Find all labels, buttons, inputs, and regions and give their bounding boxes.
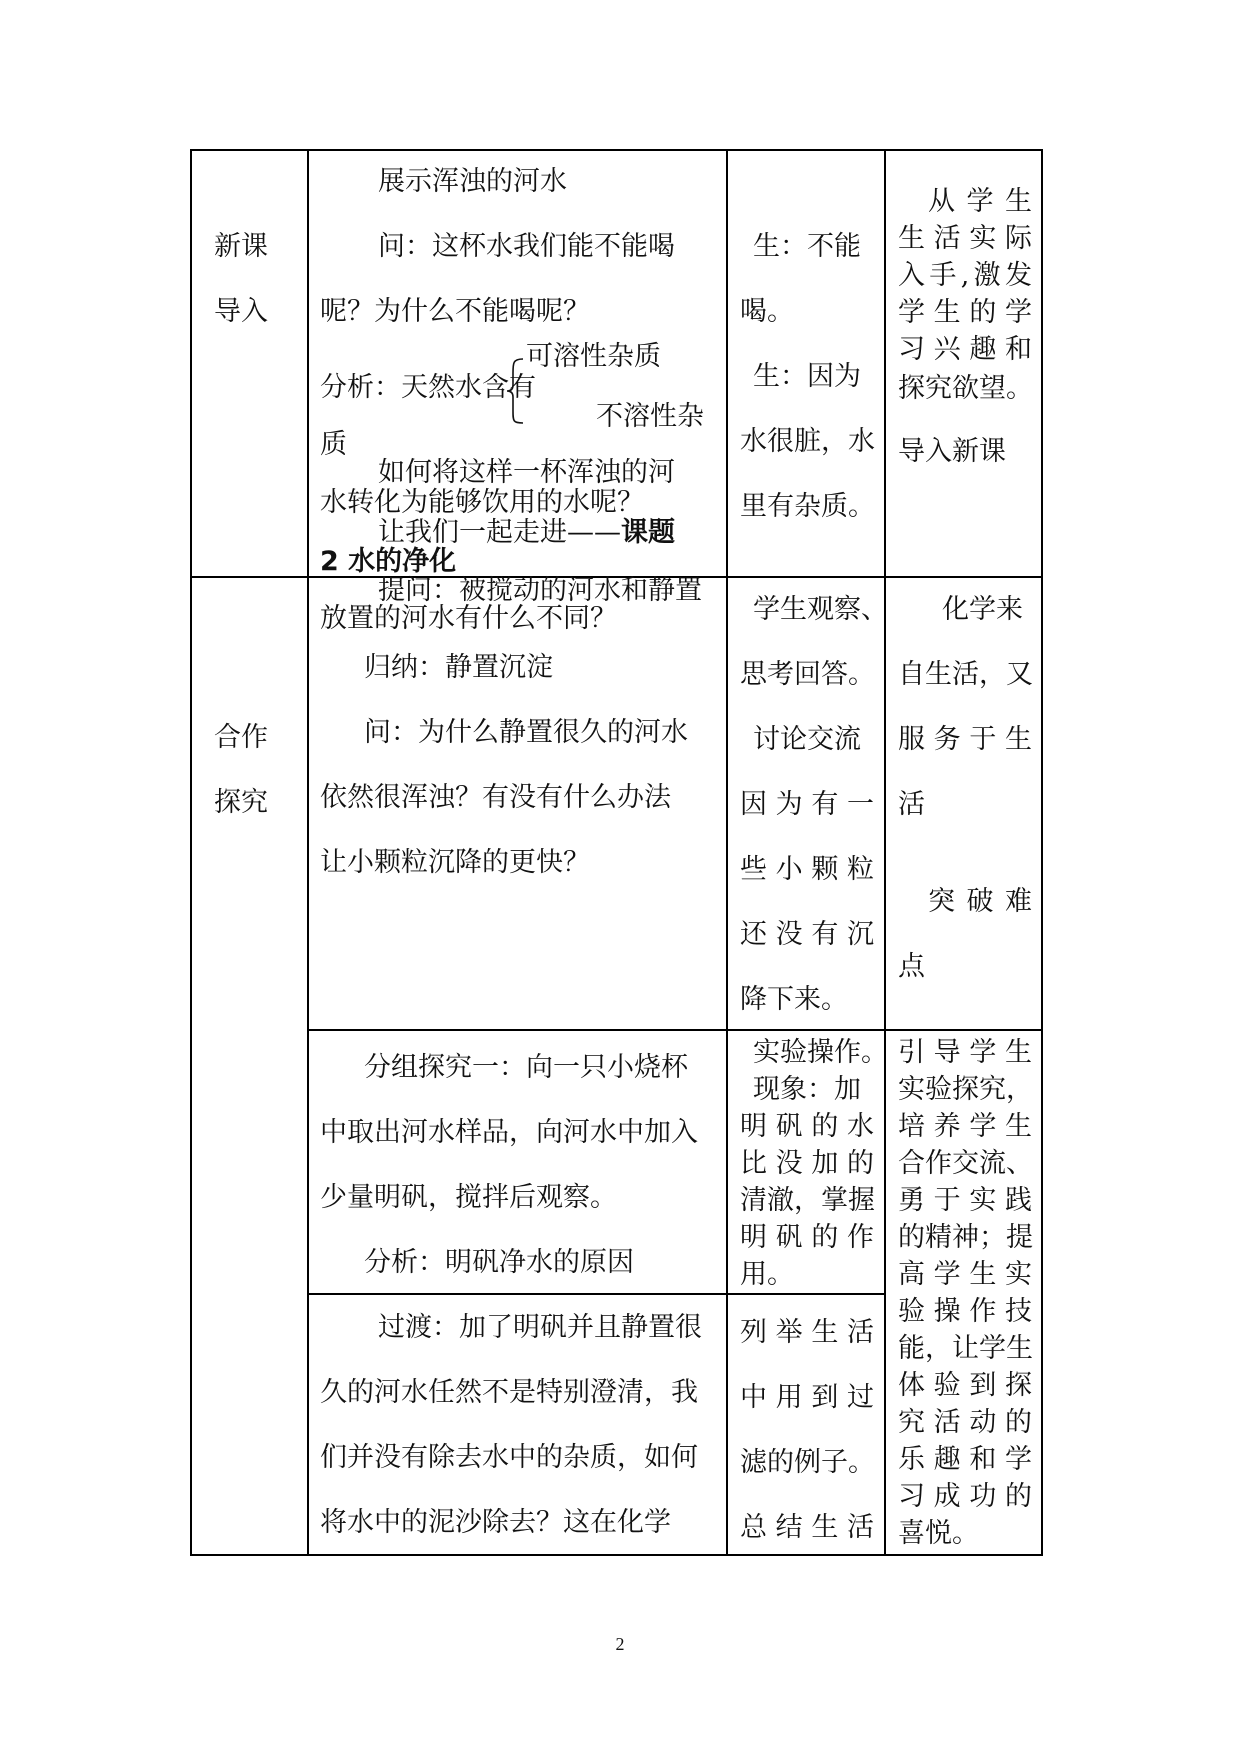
student-text-line: 清澈，掌握 [740,1185,875,1216]
student-text-line: 降下来。 [740,984,848,1015]
lesson-title-part: 课题 [621,517,675,548]
intent-text-line: 习兴趣和 [898,334,1032,365]
intent-text-line: 勇于实践 [898,1185,1032,1216]
intent-text-line: 培养学生 [898,1111,1032,1142]
intent-text-line: 自生活，又 [898,659,1033,690]
teacher-text-line: 分组探究一：向一只小烧杯 [364,1052,688,1083]
intent-text-line: 入手,激发 [898,260,1032,291]
intent-text-line: 验操作技 [898,1296,1032,1327]
student-text-line: 学生观察、 [753,594,888,625]
curly-brace-icon [505,357,527,425]
teacher-text-line: 少量明矾，搅拌后观察。 [320,1182,617,1213]
table-border-top [190,149,1043,151]
student-text-line: 还没有沉 [740,919,874,950]
student-text-line: 讨论交流 [753,724,861,755]
table-border-bottom [190,1554,1043,1556]
page-number: 2 [615,1634,625,1654]
intent-text-line: 学生的学 [898,297,1032,328]
row-divider-transition [307,1293,886,1295]
intent-text-line: 的精神；提 [898,1222,1033,1253]
teacher-text-line: 呢？为什么不能喝呢？ [320,296,590,327]
stage-label-line: 导入 [214,296,268,327]
intent-text-line: 体验到探 [898,1370,1032,1401]
table-border-left [190,149,192,1556]
student-text-line: 滤的例子。 [740,1447,875,1478]
student-text-line: 现象：加 [753,1074,861,1105]
teacher-text-line: 质 [320,429,347,460]
intent-text-line: 究活动的 [898,1407,1032,1438]
teacher-text-line: 们并没有除去水中的杂质，如何 [320,1442,698,1473]
column-divider-3 [884,149,886,1556]
table-border-right [1041,149,1043,1556]
intent-text-line: 突破难 [928,886,1032,917]
teacher-text-line: 将水中的泥沙除去？这在化学 [320,1507,671,1538]
intent-text-line: 服务于生 [898,724,1032,755]
teacher-text-line: 久的河水任然不是特别澄清，我 [320,1377,698,1408]
student-text-line: 列举生活 [740,1317,874,1348]
intro-text: 让我们一起走进—— [378,517,621,548]
intent-text-line: 引导学生 [898,1037,1032,1068]
intent-text-line: 从学生 [928,186,1032,217]
teacher-text-line: 水转化为能够饮用的水呢？ [320,487,644,518]
intent-text-line: 喜悦。 [898,1518,979,1549]
teacher-text-line: 提问：被搅动的河水和静置 [378,575,702,606]
row-divider-group1 [307,1029,1043,1031]
student-text-line: 水很脏，水 [740,426,875,457]
intent-text-line: 生活实际 [898,223,1032,254]
intent-text-line: 探究欲望。 [898,373,1033,404]
stage-label-line: 探究 [214,787,268,818]
column-divider-2 [726,149,728,1556]
intent-text-line: 化学来 [942,594,1023,625]
intent-text-line: 点 [898,951,925,982]
student-text-line: 喝。 [740,296,794,327]
teacher-text-line: 依然很浑浊？有没有什么办法 [320,782,671,813]
column-divider-1 [307,149,309,1556]
student-text-line: 些小颗粒 [740,854,874,885]
brace-top-label: 可溶性杂质 [526,341,661,372]
intent-text-line: 习成功的 [898,1481,1032,1512]
student-text-line: 中用到过 [740,1382,874,1413]
intent-text-line: 实验探究， [898,1074,1033,1105]
teacher-text-line: 问：为什么静置很久的河水 [364,717,688,748]
teacher-text-line: 中取出河水样品，向河水中加入 [320,1117,698,1148]
teacher-text-line: 问：这杯水我们能不能喝 [378,231,675,262]
student-text-line: 思考回答。 [740,659,875,690]
teacher-text-line: 让小颗粒沉降的更快？ [320,847,590,878]
brace-bottom-label: 不溶性杂 [596,401,704,432]
teacher-text-line: 分析：明矾净水的原因 [364,1247,634,1278]
intent-text-line: 活 [898,789,925,820]
intent-text-line: 合作交流、 [898,1148,1033,1179]
teacher-text-line: 过渡：加了明矾并且静置很 [378,1312,702,1343]
intent-text-line: 导入新课 [898,436,1006,467]
analysis-text: 分析：天然水含有 [320,372,536,403]
intent-text-line: 高学生实 [898,1259,1032,1290]
student-text-line: 总结生活 [740,1512,874,1543]
stage-label-line: 新课 [214,231,268,262]
student-text-line: 生：不能 [753,231,861,262]
student-text-line: 实验操作。 [753,1037,888,1068]
student-text-line: 明矾的作 [740,1222,874,1253]
student-text-line: 里有杂质。 [740,491,875,522]
student-text-line: 因为有一 [740,789,874,820]
teacher-text-line: 展示浑浊的河水 [378,166,567,197]
stage-label-line: 合作 [214,722,268,753]
intent-text-line: 乐趣和学 [898,1444,1032,1475]
lesson-title: 2 水的净化 [320,546,457,577]
student-text-line: 比没加的 [740,1148,874,1179]
student-text-line: 明矾的水 [740,1111,874,1142]
teacher-text-line: 如何将这样一杯浑浊的河 [378,457,675,488]
teacher-text-line [378,518,675,548]
teacher-text-line: 放置的河水有什么不同？ [320,603,617,634]
student-text-line: 用。 [740,1259,794,1290]
student-text-line: 生：因为 [753,361,861,392]
intent-text-line: 能，让学生 [898,1333,1033,1364]
teacher-text-line: 归纳：静置沉淀 [364,652,553,683]
